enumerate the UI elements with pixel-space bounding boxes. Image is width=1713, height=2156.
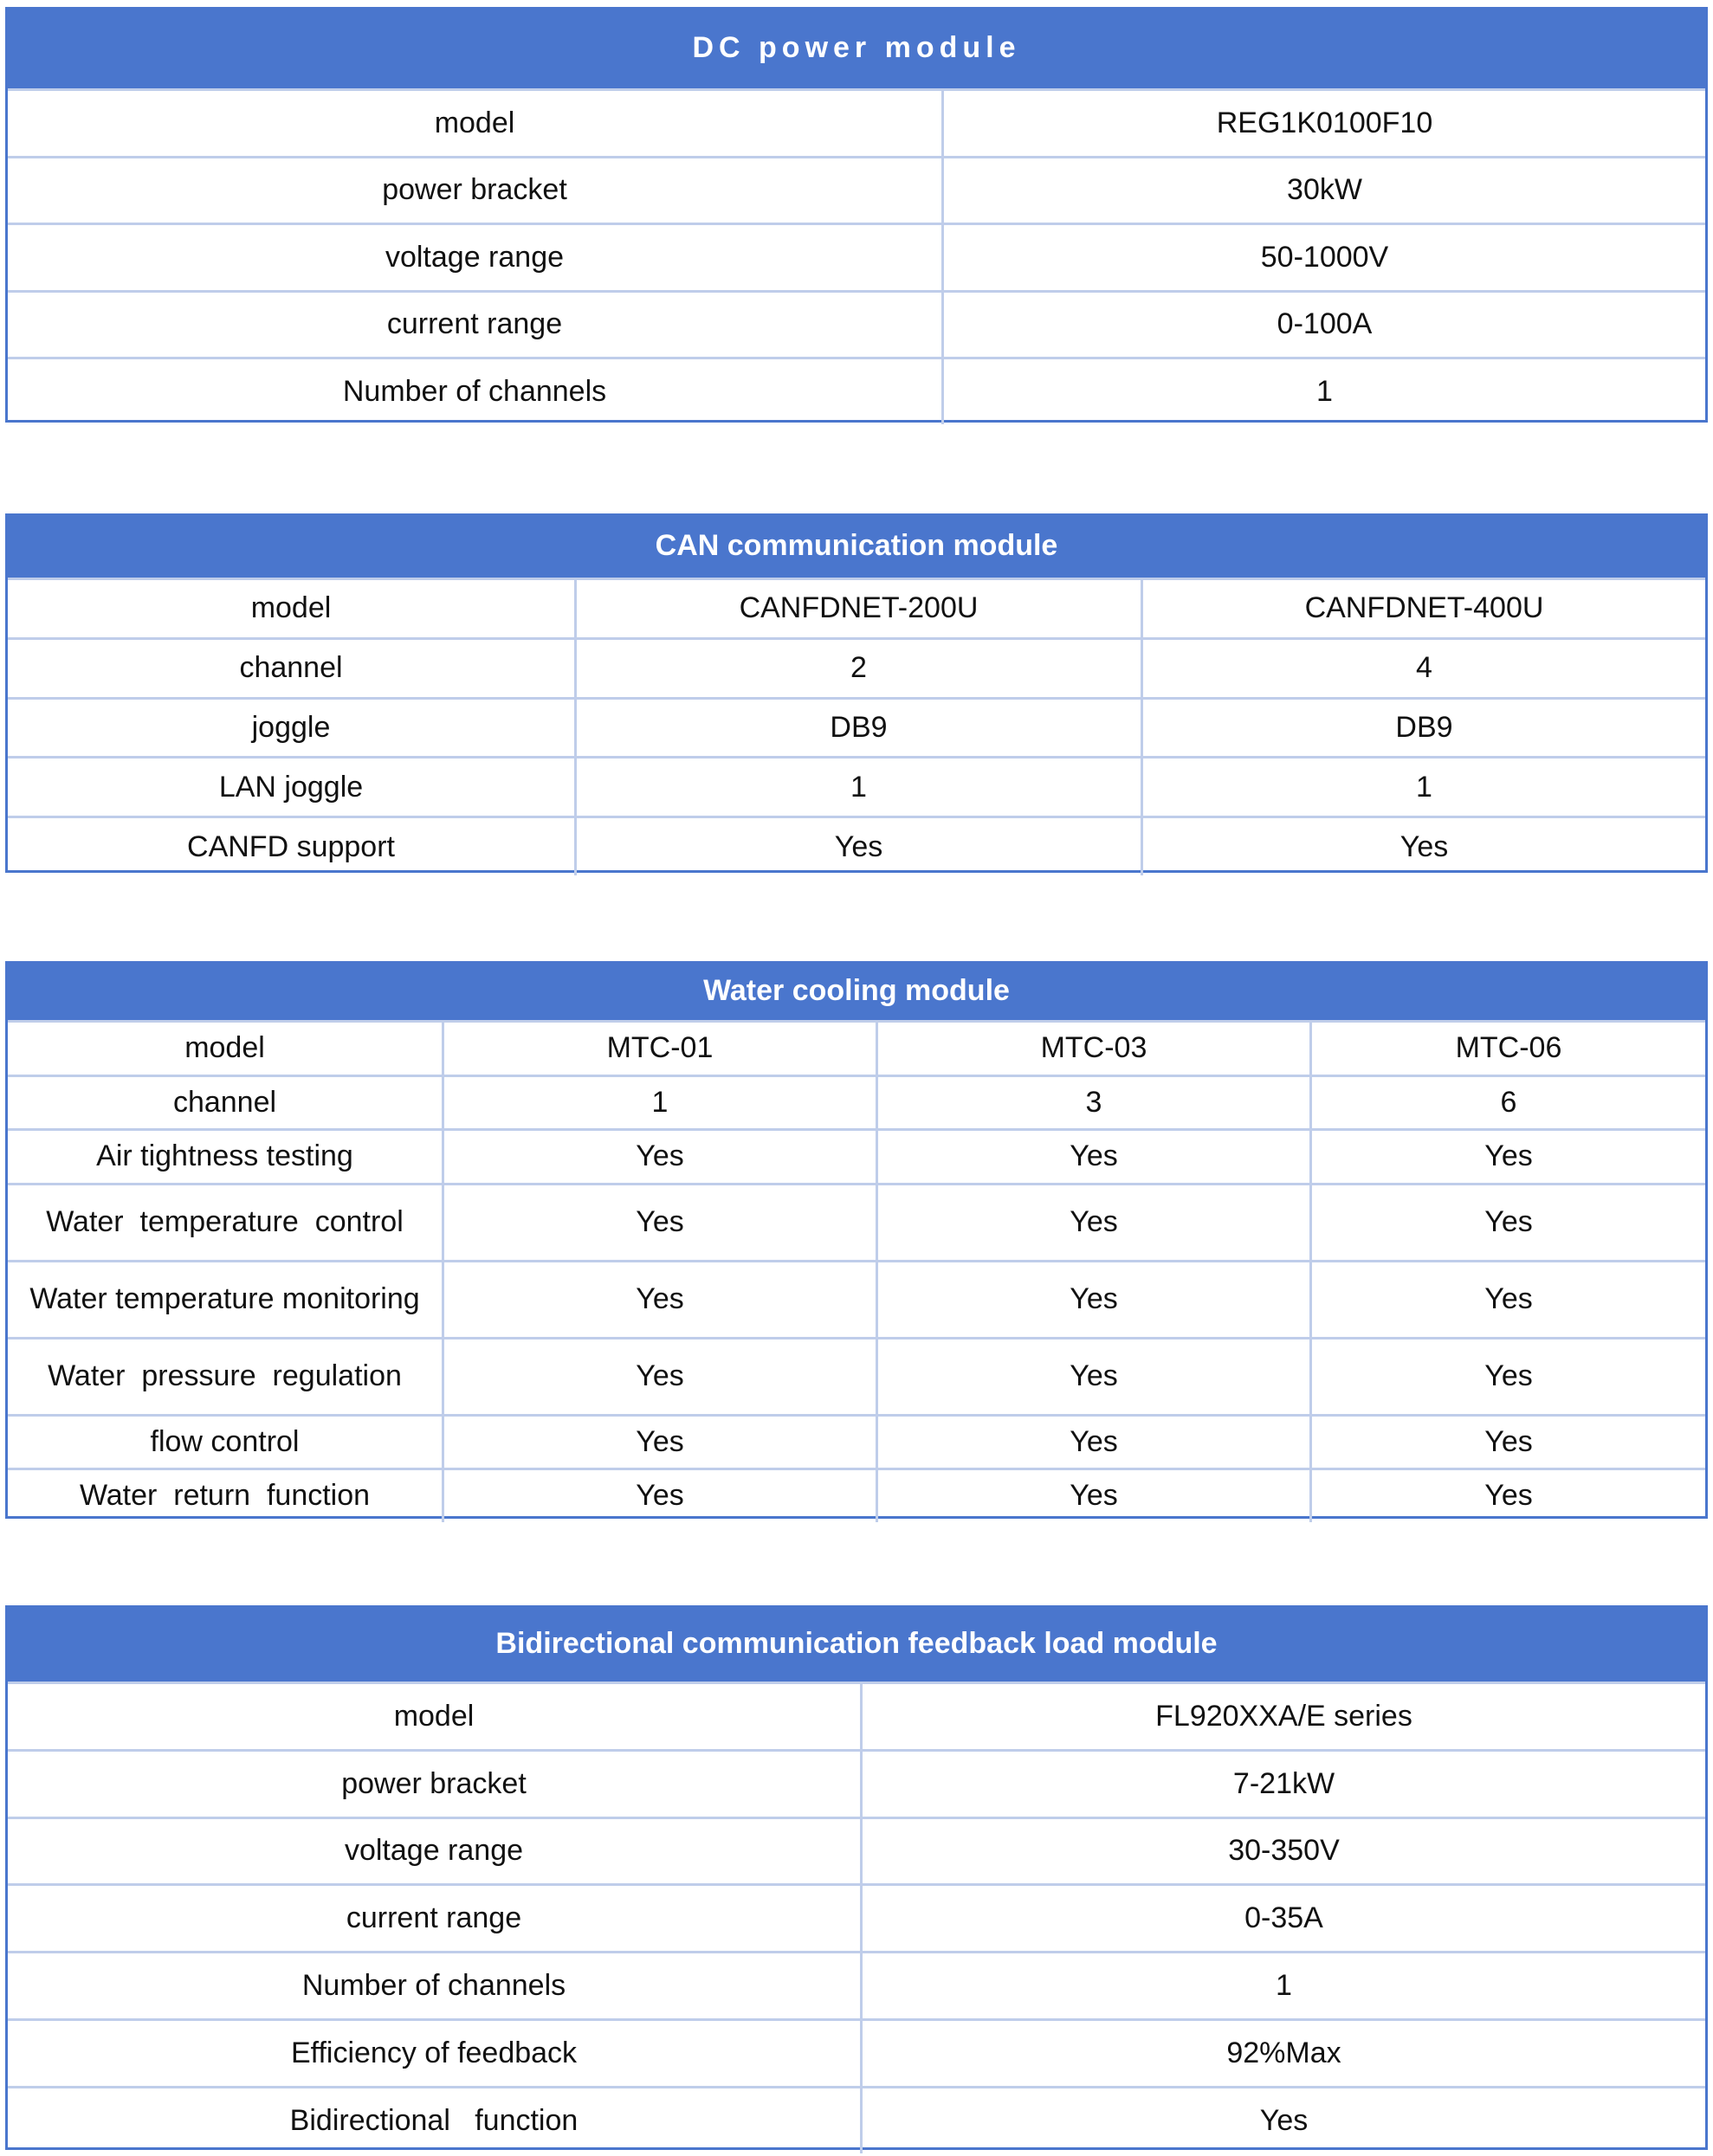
spec-value: Yes <box>1309 1131 1705 1183</box>
table-row <box>8 1183 1705 1260</box>
spec-value: Yes <box>442 1262 876 1337</box>
spec-value: CANFDNET-400U <box>1141 580 1705 637</box>
spec-value: 6 <box>1309 1077 1705 1129</box>
table-row <box>8 1260 1705 1337</box>
spec-label: current range <box>386 307 563 341</box>
table-row <box>8 1020 1705 1075</box>
spec-label: LAN joggle <box>218 770 364 804</box>
table-row <box>8 357 1705 424</box>
table-row <box>8 156 1705 223</box>
table-row <box>8 2018 1705 2086</box>
table-title: Bidirectional communication feedback load module <box>8 1608 1705 1682</box>
table-row <box>8 88 1705 156</box>
table-row <box>8 1414 1705 1469</box>
spec-label: Air tightness testing <box>96 1139 353 1173</box>
spec-value: Yes <box>876 1417 1309 1469</box>
table-row <box>8 1075 1705 1129</box>
spec-value: MTC-01 <box>442 1023 876 1075</box>
table-row <box>8 223 1705 290</box>
spec-value: Yes <box>1141 818 1705 875</box>
spec-value: 0-35A <box>860 1886 1705 1951</box>
spec-value: Yes <box>1309 1339 1705 1414</box>
can-communication-module-table <box>5 513 1708 873</box>
table-row <box>8 1682 1705 1749</box>
spec-label: model <box>434 106 515 139</box>
spec-value: Yes <box>442 1131 876 1183</box>
spec-value: 50-1000V <box>941 225 1705 290</box>
table-row <box>8 816 1705 875</box>
spec-value: Yes <box>876 1185 1309 1260</box>
spec-value: Yes <box>876 1470 1309 1522</box>
spec-value: CANFDNET-200U <box>574 580 1141 637</box>
table-row <box>8 1337 1705 1414</box>
table-row <box>8 1468 1705 1522</box>
spec-value: REG1K0100F10 <box>941 91 1705 156</box>
spec-value: Yes <box>876 1262 1309 1337</box>
spec-label: Number of channels <box>342 374 607 408</box>
table-title: Water cooling module <box>8 964 1705 1020</box>
spec-value: Yes <box>1309 1470 1705 1522</box>
spec-label: power bracket <box>382 173 567 207</box>
spec-value: Yes <box>1309 1185 1705 1260</box>
table-row <box>8 290 1705 358</box>
spec-label: voltage range <box>385 240 565 274</box>
dc-power-module-table <box>5 7 1708 423</box>
spec-value: 2 <box>574 640 1141 697</box>
table-row <box>8 1128 1705 1183</box>
feedback-load-module-table <box>5 1605 1708 2150</box>
water-cooling-module-table <box>5 961 1708 1519</box>
table-row <box>8 1883 1705 1951</box>
spec-value: MTC-06 <box>1309 1023 1705 1075</box>
spec-label: Efficiency of feedback <box>290 2036 578 2069</box>
table-row <box>8 2086 1705 2153</box>
spec-label: Number of channels <box>301 1969 566 2003</box>
spec-label: Water pressure regulation <box>48 1359 402 1392</box>
table-row <box>8 1749 1705 1817</box>
spec-label: CANFD support <box>187 829 395 863</box>
spec-label: Water temperature control <box>46 1205 404 1238</box>
spec-label: flow control <box>150 1424 300 1458</box>
spec-value: 1 <box>941 359 1705 424</box>
table-row <box>8 1951 1705 2018</box>
spec-value: Yes <box>442 1417 876 1469</box>
spec-value: 30kW <box>941 158 1705 223</box>
spec-label: model <box>393 1699 475 1733</box>
spec-value: 1 <box>574 758 1141 816</box>
table-row <box>8 756 1705 816</box>
spec-value: 7-21kW <box>860 1752 1705 1817</box>
spec-value: 92%Max <box>860 2021 1705 2086</box>
table-row <box>8 637 1705 697</box>
spec-value: Yes <box>1309 1262 1705 1337</box>
spec-label: power bracket <box>341 1766 527 1800</box>
spec-value: 4 <box>1141 640 1705 697</box>
spec-label: channel <box>172 1085 277 1119</box>
table-row <box>8 1817 1705 1884</box>
table-title: CAN communication module <box>8 516 1705 578</box>
spec-label: voltage range <box>344 1834 524 1868</box>
spec-label: Water return function <box>79 1479 371 1513</box>
spec-value: MTC-03 <box>876 1023 1309 1075</box>
spec-value: Yes <box>860 2088 1705 2153</box>
spec-label: model <box>250 591 332 625</box>
spec-value: 3 <box>876 1077 1309 1129</box>
spec-value: 1 <box>860 1953 1705 2018</box>
spec-label: joggle <box>251 710 331 744</box>
spec-value: 0-100A <box>941 293 1705 358</box>
spec-label: channel <box>239 651 343 685</box>
table-row <box>8 578 1705 637</box>
table-row <box>8 697 1705 757</box>
spec-value: Yes <box>442 1339 876 1414</box>
spec-value: 1 <box>442 1077 876 1129</box>
spec-value: DB9 <box>1141 700 1705 757</box>
spec-value: Yes <box>442 1470 876 1522</box>
spec-label: Bidirectional function <box>289 2103 579 2137</box>
spec-value: Yes <box>1309 1417 1705 1469</box>
spec-value: FL920XXA/E series <box>860 1684 1705 1749</box>
spec-value: Yes <box>876 1131 1309 1183</box>
spec-label: model <box>184 1031 265 1065</box>
spec-label: current range <box>346 1901 522 1935</box>
spec-value: 30-350V <box>860 1819 1705 1884</box>
table-title: DC power module <box>8 10 1705 88</box>
spec-value: Yes <box>442 1185 876 1260</box>
spec-value: Yes <box>876 1339 1309 1414</box>
spec-value: 1 <box>1141 758 1705 816</box>
spec-label: Water temperature monitoring <box>29 1282 420 1315</box>
spec-value: Yes <box>574 818 1141 875</box>
spec-value: DB9 <box>574 700 1141 757</box>
